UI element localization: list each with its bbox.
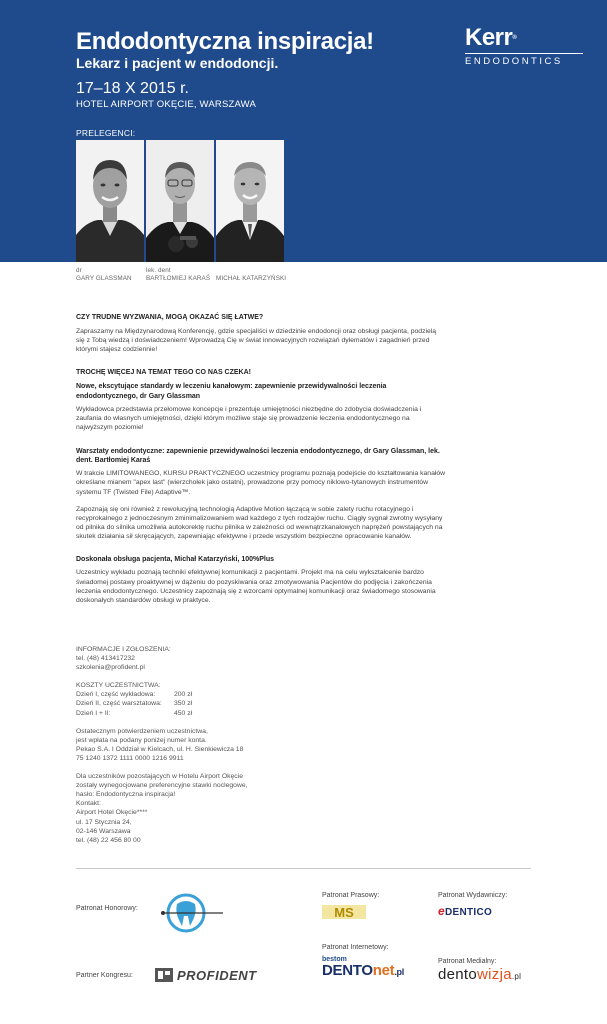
dentonet-logo-c: .pl [394,967,404,977]
fees-block [76,681,336,717]
profident-mark-icon [155,968,173,982]
intro-text: Zapraszamy na Międzynarodową Konferencję, gdzie specjaliści w dziedzinie endodoncji oraz obsługi pacjenta, podzielą się z Tobą wiedzą i doświadczeniem! Wprowadzą Cię w świat innowacyjnych rozwiązań dylematów i zagadnień przed którymi stajesz codziennie! [76,328,437,354]
press-patron-logo [322,903,366,921]
speaker-name: BARTŁOMIEJ KARAŚ [146,275,211,282]
service-heading: Doskonała obsługa pacjenta, Michał Katarzyński, 100%Plus [76,556,275,564]
fee-row [76,699,336,708]
fee-label: Dzień II, część warsztatowa: [76,700,162,708]
media-patronage-label: Patronat Medialny: [438,958,497,965]
dentico-logo-text: DENTICO [444,907,493,918]
publisher-patron-logo [438,904,493,920]
speaker-name: MICHAŁ KATARZYŃSKI [216,275,287,282]
workshop-text-1: W trakcie LIMITOWANEGO, KURSU PRAKTYCZNEGO uczestnicy programu poznają podejście do kształtowania kanałów określane mianem "apex last" (wierzchołek jako ostatni), prowadzone przy pomocy niklowo-tytanowych instrumentów systemu TF (Twisted File) Adaptive™. [76,470,446,496]
dentowizja-logo-c: .pl [511,972,522,981]
media-patron-logo [438,966,534,986]
speaker-photo-katarzynski [216,140,284,262]
payment-line: 75 1240 1372 1111 0000 1216 9911 [76,754,184,762]
speaker-caption-karas [146,267,210,283]
fee-price: 350 zł [174,700,193,708]
fee-row [76,690,336,699]
info-block [76,645,336,854]
speaker-photo-glassman [76,140,144,262]
payment-line: Ostatecznym potwierdzeniem uczestnictwa, [76,727,208,735]
workshop-text-2: Zapoznają się oni również z rewolucyjną technologią Adaptive Motion łączącą w sobie zalety ruchu rotacyjnego i recyprokalnego z jednoczesnym zminimalizowaniem wad każdego z tych rodzajów ruchu. Ciągły sygnał zwrotny wysyłany od pilnika do silnika umożliwia autokorektę ruchu pilnika w zależności od wewnątrzkanałowych naprężeń powstających na skutek działania sił skręcających, zapewniając efektywne i przede wszystkim bezpieczne opracowanie kanałów. [76,505,443,540]
hotel-line: hasło: Endodontyczna inspiracja! [76,791,176,799]
speaker-title: dr [76,267,82,274]
kerr-logo-brand: Kerr [465,24,513,51]
speaker-caption-glassman [76,267,132,283]
speaker-photo-karas [146,140,214,262]
hotel-line: ul. 17 Stycznia 24, [76,818,132,826]
dentico-logo-e: e [438,904,445,918]
event-date: 17–18 X 2015 r. [76,80,189,97]
dentonet-logo-a: DENTO [322,962,373,979]
bestom-logo-text: bestom [322,956,347,963]
honor-patron-logo [155,890,225,936]
speakers-label: PRELEGENCI: [76,128,136,138]
service-text: Uczestnicy wykładu poznają techniki efektywnej komunikacji z pacjentami. Projekt ma na celu wykształcenie bardzo świadomej postawy proaktywnej w dążeniu do pozyskiwania oraz zmotywowania Pacjentów do podjęcia i zakończenia leczenia endodontycznego. Uczestnicy zapoznają się z wzorcami optymalnej komunikacji oraz świadomego stosowania doskonałych standardów obsługi w praktyce. [76,569,436,604]
event-venue: HOTEL AIRPORT OKĘCIE, WARSZAWA [76,99,257,110]
dentonet-logo-b: net [372,962,395,979]
hotel-block [76,772,336,845]
fees-label: KOSZTY UCZESTNICTWA: [76,682,161,690]
lecture1-text: Wykładowca przedstawia przełomowe koncepcje i prezentuje umiejętności niezbędne do zdobycia doświadczenia i zaufania do własnych umiejętności, dzięki którym możliwe staje się prowadzenie leczenia endodontycznego na najwyższym poziomie! [76,406,422,432]
press-patronage-label: Patronat Prasowy: [322,892,380,899]
publisher-patronage-label: Patronat Wydawniczy: [438,892,508,899]
event-subtitle: Lekarz i pacjent w endodoncji. [76,55,279,71]
internet-patron-logo [322,956,414,986]
workshop-heading: Warsztaty endodontyczne: zapewnienie przewidywalności leczenia endodontycznego, dr Gary Glassman, lek. dent. Bartłomiej Karaś [76,447,440,464]
dentowizja-logo-a: dento [438,966,478,983]
hotel-line: zostały wynegocjowane preferencyjne stawki noclegowe, [76,782,248,790]
fee-label: Dzień I + II: [76,709,111,717]
dentowizja-logo-b: wizja [477,966,512,983]
contact-phone: tel. (48) 413417232 [76,655,135,663]
kerr-logo [465,26,583,66]
fee-price: 200 zł [174,691,193,699]
congress-partner-label: Partner Kongresu: [76,972,133,979]
sponsors-divider [76,868,531,869]
congress-partner-logo [155,966,267,984]
hotel-line: 02-146 Warszawa [76,827,131,835]
ms-logo-text: MS [334,905,354,920]
main-content [76,313,446,613]
kerr-logo-trademark: ® [512,35,517,41]
contact-email[interactable]: szkolenia@profident.pl [76,664,145,672]
payment-block [76,727,336,763]
intro-heading: CZY TRUDNE WYZWANIA, MOGĄ OKAZAĆ SIĘ ŁATWE? [76,314,264,321]
more-heading: TROCHĘ WIĘCEJ NA TEMAT TEGO CO NAS CZEKA! [76,369,251,377]
hotel-line: tel. (48) 22 456 80 00 [76,836,141,844]
hotel-line: Airport Hotel Okęcie**** [76,809,148,817]
contact-block [76,645,336,672]
payment-line: Pekao S.A. I Oddział w Kielcach, ul. H. Sienkiewicza 18 [76,745,244,753]
internet-patronage-label: Patronat Internetowy: [322,944,389,951]
hotel-line: Kontakt: [76,800,101,808]
contact-label: INFORMACJE I ZGŁOSZENIA: [76,646,171,653]
speaker-caption-katarzynski [216,267,286,283]
lecture1-heading: Nowe, ekscytujące standardy w leczeniu kanałowym: zapewnienie przewidywalności leczenia endodontycznego, dr Gary Glassman [76,383,387,400]
fee-label: Dzień I, część wykładowa: [76,691,156,699]
payment-line: jest wpłata na podany poniżej numer konta. [76,736,207,744]
hotel-line: Dla uczestników pozostających w Hotelu Airport Okęcie [76,773,243,781]
fee-row [76,709,336,718]
kerr-logo-division: ENDODONTICS [465,53,583,67]
speaker-title [216,267,286,275]
speaker-name: GARY GLASSMAN [76,275,132,282]
profident-logo-text: PROFIDENT [177,967,257,983]
honor-patronage-label: Patronat Honorowy: [76,905,138,912]
fee-price: 450 zł [174,709,193,717]
event-title: Endodontyczna inspiracja! [76,28,374,55]
speaker-title: lek. dent [146,267,171,274]
